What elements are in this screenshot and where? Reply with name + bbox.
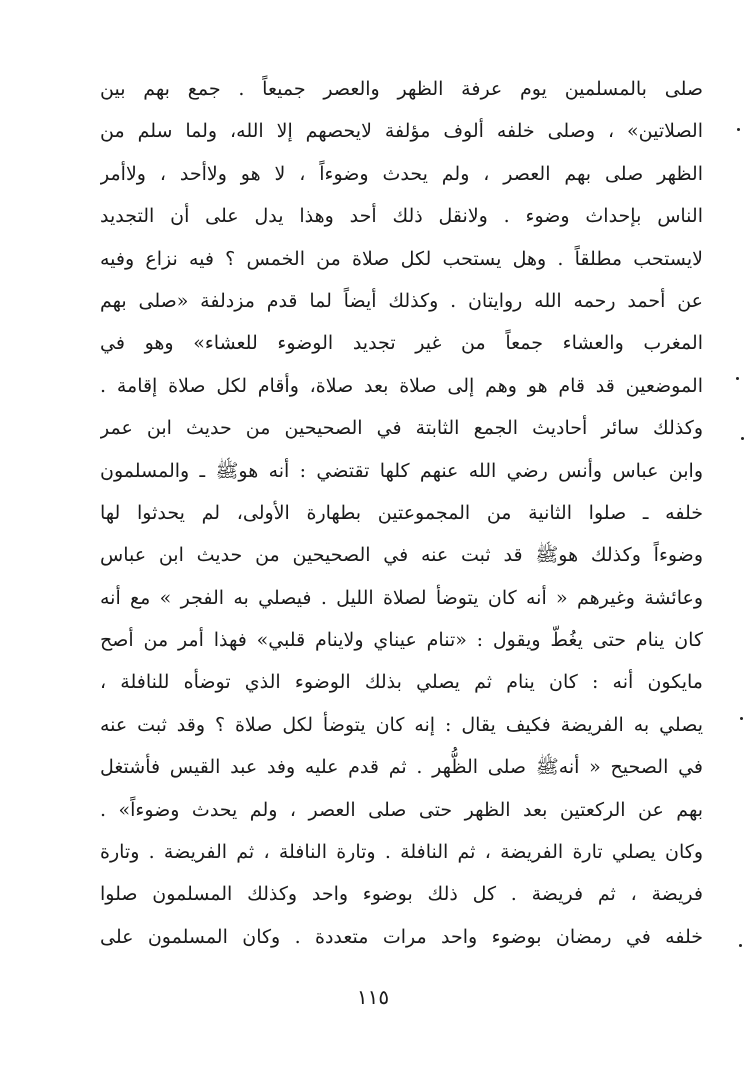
body-text: [100, 68, 703, 958]
page-number: ١١٥: [356, 985, 390, 1009]
text-line: عن أحمد رحمه الله روايتان . وكذلك أيضاً لما قدم مزدلفة «صلى بهم: [100, 289, 703, 312]
text-line: وكذلك سائر أحاديث الجمع الثابتة في الصحيحين من حديث ابن عمر: [100, 417, 703, 440]
text-line: خلفه ـ صلوا الثانية من المجموعتين بطهارة الأولى، لم يحدثوا لها: [100, 501, 703, 524]
text-line: في الصحيح « أنهﷺ صلى الظُّهر . ثم قدم عليه وفد عبد القيس فأشتغل: [100, 756, 703, 779]
text-line: يصلي به الفريضة فكيف يقال : إنه كان يتوضأ لكل صلاة ؟ وقد ثبت عنه: [100, 713, 703, 736]
margin-dot: [740, 717, 743, 720]
margin-dot: [739, 944, 742, 947]
text-line: المغرب والعشاء جمعاً من غير تجديد الوضوء للعشاء» وهو في: [100, 332, 703, 355]
text-line: الظهر صلى بهم العصر ، ولم يحدث وضوءاً ، لا هو ولاأحد ، ولاأمر: [100, 162, 703, 185]
text-line: خلفه في رمضان بوضوء واحد مرات متعددة . وكان المسلمون على: [100, 925, 703, 948]
margin-dot: [736, 377, 739, 380]
text-line: فريضة ، ثم فريضة . كل ذلك بوضوء واحد وكذلك المسلمون صلوا: [100, 883, 703, 906]
text-line: بهم عن الركعتين بعد الظهر حتى صلى العصر ، ولم يحدث وضوءاً» .: [100, 798, 703, 821]
text-line: مايكون أنه : كان ينام ثم يصلي بذلك الوضوء الذي توضأه للنافلة ،: [100, 671, 703, 694]
text-line: وضوءاً وكذلك هوﷺ قد ثبت عنه في الصحيحين من حديث ابن عباس: [100, 544, 703, 567]
margin-dot: [737, 128, 740, 131]
text-line: وعائشة وغيرهم « أنه كان يتوضأ لصلاة الليل . فيصلي به الفجر » مع أنه: [100, 586, 703, 609]
text-line: الصلاتين» ، وصلى خلفه ألوف مؤلفة لايحصهم إلا الله، ولما سلم من: [100, 120, 703, 143]
text-line: الموضعين قد قام هو وهم إلى صلاة بعد صلاة، وأقام لكل صلاة إقامة .: [100, 374, 703, 397]
text-line: كان ينام حتى يغُطّ ويقول : «تنام عيناي ولاينام قلبي» فهذا أمر من أصح: [100, 629, 703, 652]
text-line: وكان يصلي تارة الفريضة ، ثم النافلة . وتارة النافلة ، ثم الفريضة . وتارة: [100, 841, 703, 864]
text-line: صلى بالمسلمين يوم عرفة الظهر والعصر جميعاً . جمع بهم بين: [100, 78, 703, 100]
text-line: وابن عباس وأنس رضي الله عنهم كلها تقتضي : أنه هوﷺ ـ والمسلمون: [100, 459, 703, 482]
text-line: لايستحب مطلقاً . وهل يستحب لكل صلاة من الخمس ؟ فيه نزاع وفيه: [100, 247, 703, 270]
margin-dot: [741, 437, 744, 440]
text-line: الناس بإحداث وضوء . ولانقل ذلك أحد وهذا يدل على أن التجديد: [100, 205, 703, 228]
